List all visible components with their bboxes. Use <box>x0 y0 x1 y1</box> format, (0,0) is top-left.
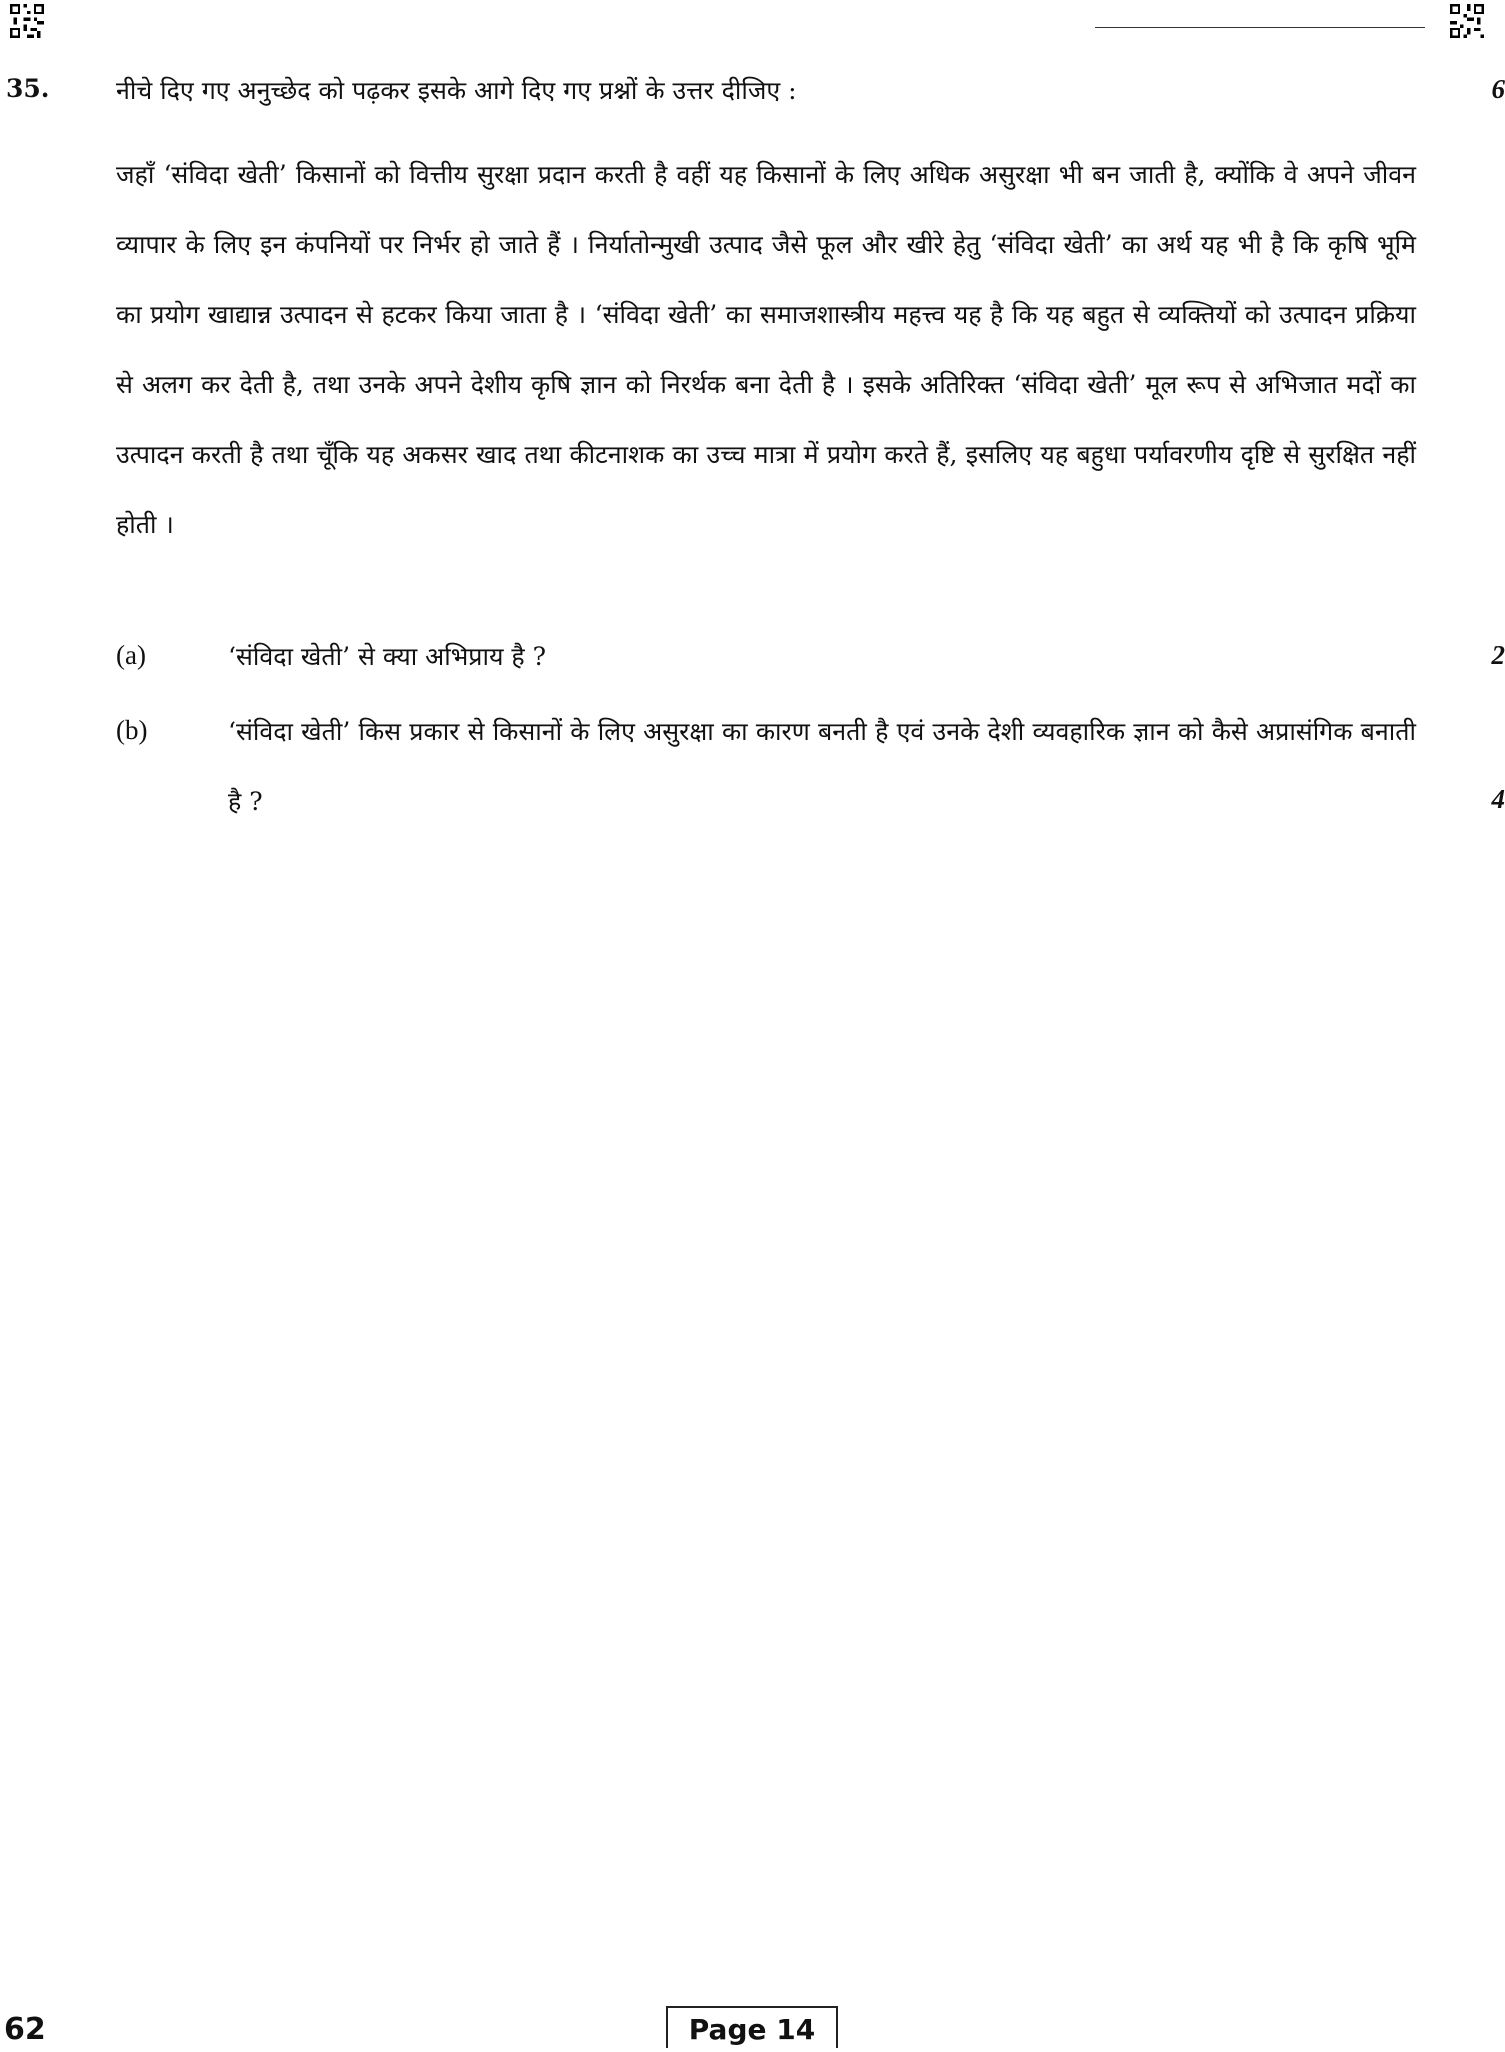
paper-code: 62 <box>4 2012 46 2047</box>
passage-text: जहाँ ‘संविदा खेती’ किसानों को वित्तीय सुरक्षा प्रदान करती है वहीं यह किसानों के लिए अधिक असुरक्षा भी बन जाती है, क्योंकि वे अपने जीवन व्यापार के लिए इन कंपनियों पर निर्भर हो जाते हैं । निर्यातोन्मुखी उत्पाद जैसे फूल और खीरे हेतु ‘संविदा खेती’ का अर्थ यह भी है कि कृषि भूमि का प्रयोग खाद्यान्न उत्पादन से हटकर किया जाता है । ‘संविदा खेती’ का समाजशास्त्रीय महत्त्व यह है कि यह बहुत से व्यक्तियों को उत्पादन प्रक्रिया से अलग कर देती है, तथा उनके अपने देशीय कृषि ज्ञान को निरर्थक बना देती है । इसके अतिरिक्त ‘संविदा खेती’ मूल रूप से अभिजात मदों का उत्पादन करती है तथा चूँकि यह अकसर खाद तथा कीटनाशक का उच्च मात्रा में प्रयोग करते हैं, इसलिए यह बहुधा पर्यावरणीय दृष्टि से सुरक्षित नहीं होती । <box>116 160 1416 539</box>
page-number: Page 14 <box>666 2006 838 2048</box>
qr-code-icon <box>10 4 44 38</box>
sub-question-a-marks: 2 <box>1491 640 1505 670</box>
sub-question-a-label: (a) <box>116 640 146 670</box>
sub-question-b-text: ‘संविदा खेती’ किस प्रकार से किसानों के लिए असुरक्षा का कारण बनती है एवं उनके देशी व्यवहारिक ज्ञान को कैसे अप्रासंगिक बनाती है ? <box>228 717 1416 816</box>
sub-question-b-marks: 4 <box>1491 784 1505 814</box>
qr-code-icon <box>1450 4 1484 38</box>
question-instruction: नीचे दिए गए अनुच्छेद को पढ़कर इसके आगे दिए गए प्रश्नों के उत्तर दीजिए : <box>116 76 797 105</box>
sub-question-b-label: (b) <box>116 715 148 745</box>
header-rule <box>1095 27 1425 28</box>
question-marks: 6 <box>1491 74 1505 104</box>
question-number: 35. <box>6 74 50 103</box>
sub-question-a-text: ‘संविदा खेती’ से क्या अभिप्राय है ? <box>228 642 547 671</box>
